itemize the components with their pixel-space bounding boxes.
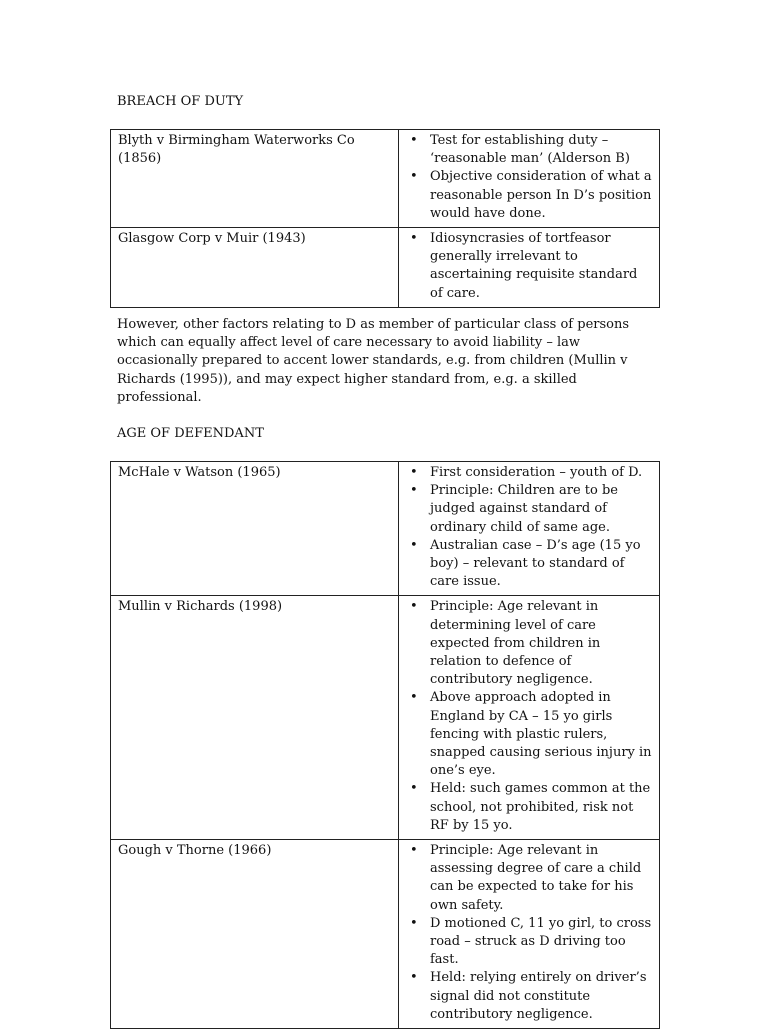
list-item: • Principle: Age relevant in assessing degree of care a child can be expected to take for his own safety. [410, 843, 642, 913]
bullet-list [406, 132, 653, 223]
heading-breach-of-duty: BREACH OF DUTY [117, 94, 244, 109]
case-points-cell [399, 228, 660, 308]
table-row [111, 228, 660, 308]
bullet-icon: • [410, 781, 418, 797]
case-name-cell: Glasgow Corp v Muir (1943) [111, 228, 399, 308]
bullet-list [406, 598, 653, 835]
table-row [111, 596, 660, 840]
bullet-list [406, 464, 653, 591]
breach-of-duty-table [110, 129, 660, 308]
list-item: • Above approach adopted in England by CA – 15 yo girls fencing with plastic rulers, snapped causing serious injury in one’s eye. [410, 690, 652, 779]
case-name-cell: Mullin v Richards (1998) [111, 596, 399, 840]
table-row [111, 462, 660, 596]
list-item: • D motioned C, 11 yo girl, to cross road – struck as D driving too fast. [410, 915, 652, 968]
case-points-cell [399, 596, 660, 840]
age-of-defendant-table [110, 461, 660, 1029]
table-row [111, 130, 660, 228]
bullet-icon: • [410, 843, 418, 859]
case-points-cell [399, 462, 660, 596]
list-item: • Australian case – D’s age (15 yo boy) – relevant to standard of care issue. [410, 537, 641, 590]
case-name-cell: Gough v Thorne (1966) [111, 840, 399, 1029]
bullet-icon: • [410, 231, 418, 247]
list-item: • Principle: Age relevant in determining level of care expected from children in relation to defence of contributory negligence. [410, 599, 601, 688]
table-row [111, 840, 660, 1029]
list-item: • Held: such games common at the school, not prohibited, risk not RF by 15 yo. [410, 781, 651, 833]
bullet-list [406, 230, 653, 303]
bullet-icon: • [410, 599, 418, 615]
list-item: • Test for establishing duty – ‘reasonable man’ (Alderson B) [410, 133, 630, 167]
bullet-icon: • [410, 169, 418, 185]
list-item: • Held: relying entirely on driver’s signal did not constitute contributory negligence. [410, 970, 647, 1022]
case-name-cell: McHale v Watson (1965) [111, 462, 399, 596]
case-points-cell [399, 130, 660, 228]
bullet-icon: • [410, 970, 418, 986]
body-paragraph: However, other factors relating to D as member of particular class of persons which can equally affect level of care necessary to avoid liability – law occasionally prepared to accent lower standards, e.g. from children (Mullin v Richards (1995)), and may expect higher standard from, e.g. a skilled professional. [117, 317, 630, 405]
bullet-icon: • [410, 537, 418, 553]
bullet-icon: • [410, 133, 418, 148]
list-item: • First consideration – youth of D. [406, 464, 653, 482]
list-item: • Idiosyncrasies of tortfeasor generally irrelevant to ascertaining requisite standard of care. [410, 231, 638, 301]
bullet-icon: • [410, 915, 418, 931]
bullet-icon: • [410, 690, 418, 706]
heading-age-of-defendant: AGE OF DEFENDANT [117, 426, 264, 441]
list-item: • Principle: Children are to be judged against standard of ordinary child of same age. [410, 483, 618, 535]
bullet-icon: • [410, 465, 418, 480]
bullet-list [406, 842, 653, 1024]
list-item: • Objective consideration of what a reasonable person In D’s position would have done. [410, 169, 652, 221]
bullet-icon: • [410, 483, 418, 499]
case-name-cell: Blyth v Birmingham Waterworks Co (1856) [111, 130, 399, 228]
case-points-cell [399, 840, 660, 1029]
